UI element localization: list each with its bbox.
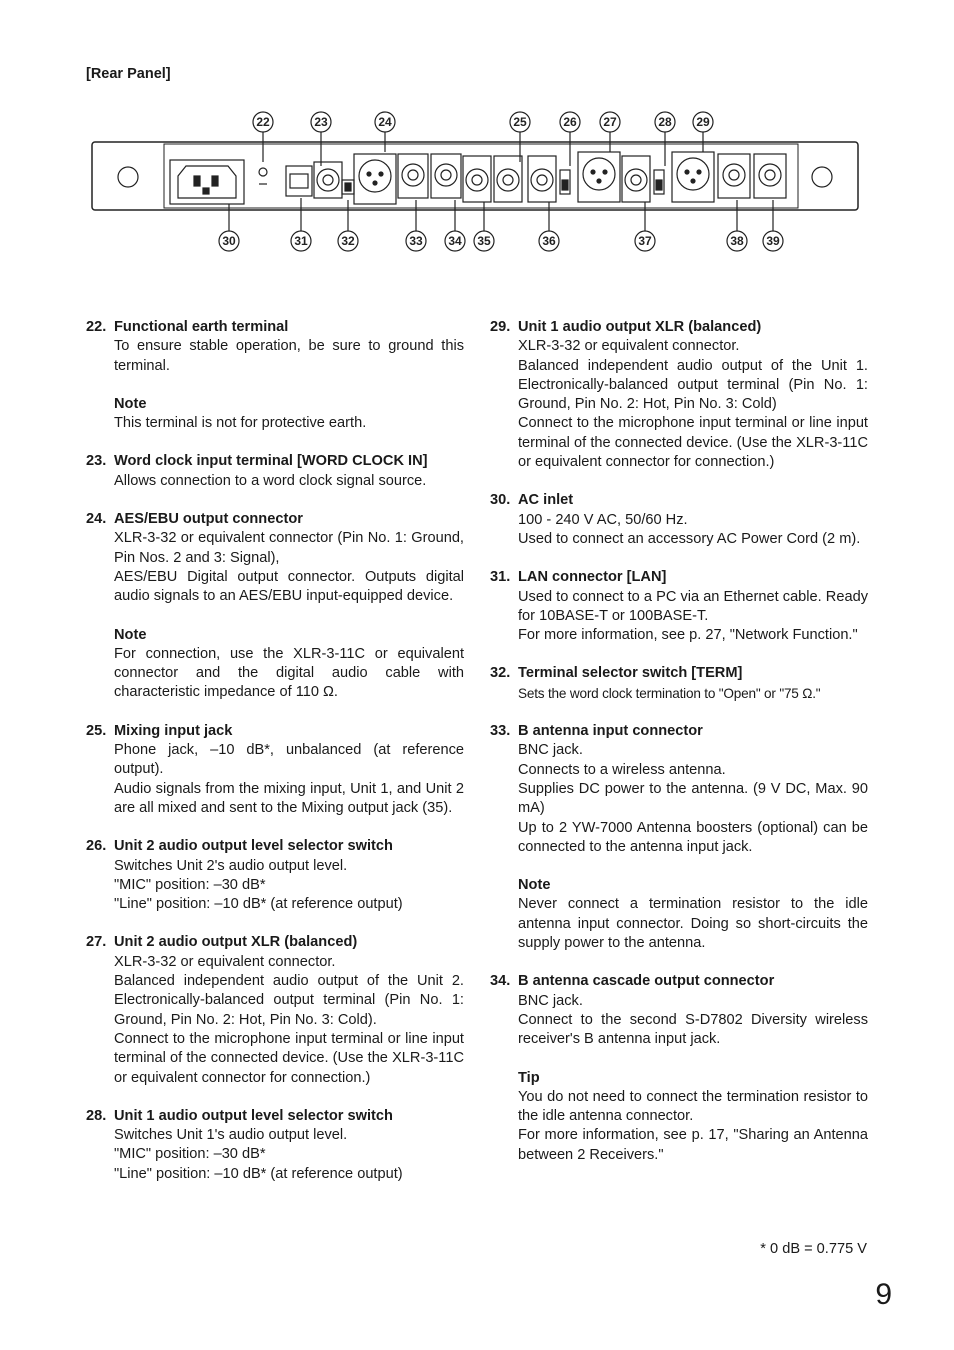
list-item bbox=[490, 972, 868, 1165]
item-title bbox=[86, 1107, 464, 1126]
body-text: To ensure stable operation, be sure to ground this terminal. bbox=[114, 338, 464, 374]
item-heading: Mixing input jack bbox=[114, 722, 233, 739]
item-heading: Unit 1 audio output XLR (balanced) bbox=[518, 319, 762, 335]
list-item bbox=[490, 722, 868, 953]
note-label: Note bbox=[518, 877, 551, 894]
item-number: 24. bbox=[86, 511, 107, 528]
note-text: This terminal is not for protective earth. bbox=[114, 415, 367, 432]
item-heading: Word clock input terminal [WORD CLOCK IN] bbox=[114, 453, 428, 470]
body-text: "MIC" position: –30 dB* bbox=[114, 876, 266, 893]
list-item bbox=[86, 452, 464, 491]
body-text: AES/EBU Digital output connector. Outputs digital audio signals to an AES/EBU input-equipped device. bbox=[114, 568, 464, 605]
list-item bbox=[86, 318, 464, 433]
body-text: Connect to the microphone input terminal or line input terminal of the connected device. (Use the XLR-3-11C or equivalent connector for connection.) bbox=[114, 1030, 464, 1086]
item-heading: B antenna input connector bbox=[518, 723, 703, 740]
item-number: 28. bbox=[86, 1107, 107, 1124]
body-text: For more information, see p. 27, "Network Function." bbox=[518, 627, 858, 644]
item-title bbox=[490, 722, 868, 741]
item-number: 27. bbox=[86, 934, 107, 951]
note-block bbox=[490, 1069, 868, 1165]
item-title bbox=[86, 837, 464, 856]
item-body bbox=[490, 992, 868, 1050]
item-heading: Terminal selector switch [TERM] bbox=[518, 665, 743, 682]
list-item bbox=[86, 1107, 464, 1184]
note-text: Never connect a termination resistor to the idle antenna input connector. Doing so short-circuits the supply power to the antenna. bbox=[518, 896, 868, 952]
body-text: Supplies DC power to the antenna. (9 V DC, Max. 90 mA) bbox=[518, 780, 868, 817]
list-item bbox=[86, 510, 464, 703]
item-body bbox=[490, 684, 868, 703]
note-label: Note bbox=[114, 626, 147, 643]
callout-36: 36 bbox=[542, 234, 556, 248]
item-heading: Unit 2 audio output level selector switch bbox=[114, 838, 393, 855]
item-number: 32. bbox=[490, 665, 511, 682]
item-heading: Unit 1 audio output level selector switch bbox=[114, 1107, 393, 1124]
item-title bbox=[86, 933, 464, 952]
item-body bbox=[86, 953, 464, 1088]
list-item bbox=[490, 568, 868, 645]
body-text: 100 - 240 V AC, 50/60 Hz. bbox=[518, 511, 688, 528]
item-body bbox=[86, 1126, 464, 1184]
body-text: Balanced independent audio output of the Unit 2. Electronically-balanced output terminal (Pin No. 1: Ground, Pin No. 2: Hot, Pin No. 3: Cold). bbox=[114, 973, 464, 1028]
note-block bbox=[490, 876, 868, 953]
body-text: BNC jack. bbox=[518, 992, 583, 1009]
callout-22: 22 bbox=[256, 115, 270, 129]
note-label: Tip bbox=[518, 1069, 540, 1086]
callout-32: 32 bbox=[341, 234, 355, 248]
body-text: Connect to the microphone input terminal or line input terminal of the connected device. (Use the XLR-3-11C or equivalent connector for connection.) bbox=[518, 415, 868, 471]
list-item bbox=[490, 664, 868, 703]
body-text: BNC jack. bbox=[518, 742, 583, 759]
item-heading: AES/EBU output connector bbox=[114, 511, 303, 528]
body-text: Used to connect to a PC via an Ethernet cable. Ready for 10BASE-T or 100BASE-T. bbox=[518, 588, 868, 624]
right-column bbox=[490, 318, 868, 1184]
note-block bbox=[86, 626, 464, 703]
note-text: For connection, use the XLR-3-11C or equivalent connector and the digital audio cable with characteristic impedance of 110 Ω. bbox=[114, 645, 464, 701]
callout-31: 31 bbox=[294, 234, 308, 248]
list-item bbox=[490, 318, 868, 472]
section-title: [Rear Panel] bbox=[86, 66, 171, 82]
callout-37: 37 bbox=[638, 234, 652, 248]
item-number: 23. bbox=[86, 453, 107, 470]
item-title bbox=[490, 664, 868, 683]
body-text: "Line" position: –10 dB* (at reference output) bbox=[114, 1165, 403, 1182]
item-number: 29. bbox=[490, 319, 511, 335]
item-title bbox=[86, 510, 464, 529]
body-text: Switches Unit 2's audio output level. bbox=[114, 857, 348, 874]
item-title bbox=[490, 318, 868, 337]
page-number: 9 bbox=[875, 1278, 892, 1311]
callout-34: 34 bbox=[448, 234, 462, 248]
item-body bbox=[490, 741, 868, 857]
item-number: 33. bbox=[490, 723, 511, 740]
item-body bbox=[86, 741, 464, 818]
item-heading: AC inlet bbox=[518, 492, 574, 509]
item-number: 31. bbox=[490, 569, 511, 586]
body-text: Switches Unit 1's audio output level. bbox=[114, 1127, 348, 1144]
item-heading: Unit 2 audio output XLR (balanced) bbox=[114, 934, 358, 951]
body-text: "MIC" position: –30 dB* bbox=[114, 1146, 266, 1163]
note-block bbox=[86, 395, 464, 434]
callout-29: 29 bbox=[696, 115, 710, 129]
item-body bbox=[86, 529, 464, 606]
item-title bbox=[490, 972, 868, 991]
note-text: You do not need to connect the termination resistor to the idle antenna connector. bbox=[518, 1088, 868, 1125]
item-title bbox=[86, 318, 464, 337]
list-item bbox=[490, 491, 868, 549]
note-label: Note bbox=[114, 395, 147, 412]
item-body bbox=[86, 472, 464, 491]
body-text: XLR-3-32 or equivalent connector (Pin No. 1: Ground, Pin Nos. 2 and 3: Signal), bbox=[114, 530, 464, 566]
item-title bbox=[490, 568, 868, 587]
callout-30: 30 bbox=[222, 234, 236, 248]
list-item bbox=[86, 837, 464, 914]
item-heading: LAN connector [LAN] bbox=[518, 569, 667, 586]
body-text: Phone jack, –10 dB*, unbalanced (at reference output). bbox=[114, 742, 464, 778]
item-number: 25. bbox=[86, 722, 107, 739]
callout-26: 26 bbox=[563, 115, 577, 129]
callout-24: 24 bbox=[378, 115, 392, 129]
note-text: For more information, see p. 17, "Sharing an Antenna between 2 Receivers." bbox=[518, 1127, 868, 1163]
footnote: * 0 dB = 0.775 V bbox=[760, 1241, 867, 1257]
list-item bbox=[86, 933, 464, 1087]
item-heading: B antenna cascade output connector bbox=[518, 973, 775, 990]
item-body bbox=[490, 511, 868, 550]
body-text: Connects to a wireless antenna. bbox=[518, 761, 726, 778]
item-heading: Functional earth terminal bbox=[114, 319, 289, 335]
list-item bbox=[86, 722, 464, 818]
callout-33: 33 bbox=[409, 234, 423, 248]
callout-38: 38 bbox=[730, 234, 744, 248]
body-text: Sets the word clock termination to "Open" or "75 Ω." bbox=[518, 685, 821, 701]
item-body bbox=[86, 337, 464, 376]
callout-23: 23 bbox=[314, 115, 328, 129]
rear-panel-diagram bbox=[86, 104, 864, 264]
callout-25: 25 bbox=[513, 115, 527, 129]
item-number: 26. bbox=[86, 838, 107, 855]
body-text: Balanced independent audio output of the Unit 1. Electronically-balanced output terminal (Pin No. 1: Ground, Pin No. 2: Hot, Pin No. 3: Cold) bbox=[518, 357, 868, 413]
left-column bbox=[86, 318, 464, 1203]
item-body bbox=[490, 337, 868, 472]
item-body bbox=[86, 857, 464, 915]
item-title bbox=[490, 491, 868, 510]
item-number: 34. bbox=[490, 973, 511, 990]
callout-27: 27 bbox=[603, 115, 617, 129]
body-text: XLR-3-32 or equivalent connector. bbox=[518, 338, 740, 355]
body-text: Audio signals from the mixing input, Unit 1, and Unit 2 are all mixed and sent to the Mixing output jack (35). bbox=[114, 780, 464, 816]
callout-35: 35 bbox=[477, 234, 491, 248]
item-number: 30. bbox=[490, 492, 511, 509]
body-text: "Line" position: –10 dB* (at reference output) bbox=[114, 896, 403, 913]
callout-28: 28 bbox=[658, 115, 672, 129]
body-text: XLR-3-32 or equivalent connector. bbox=[114, 953, 336, 970]
body-text: Up to 2 YW-7000 Antenna boosters (optional) can be connected to the antenna input jack. bbox=[518, 819, 868, 855]
callout-39: 39 bbox=[766, 234, 780, 248]
body-text: Allows connection to a word clock signal source. bbox=[114, 472, 427, 489]
body-text: Connect to the second S-D7802 Diversity wireless receiver's B antenna input jack. bbox=[518, 1011, 868, 1048]
item-title bbox=[86, 452, 464, 471]
item-number: 22. bbox=[86, 319, 107, 335]
item-title bbox=[86, 722, 464, 741]
body-text: Used to connect an accessory AC Power Cord (2 m). bbox=[518, 530, 861, 547]
item-body bbox=[490, 588, 868, 646]
